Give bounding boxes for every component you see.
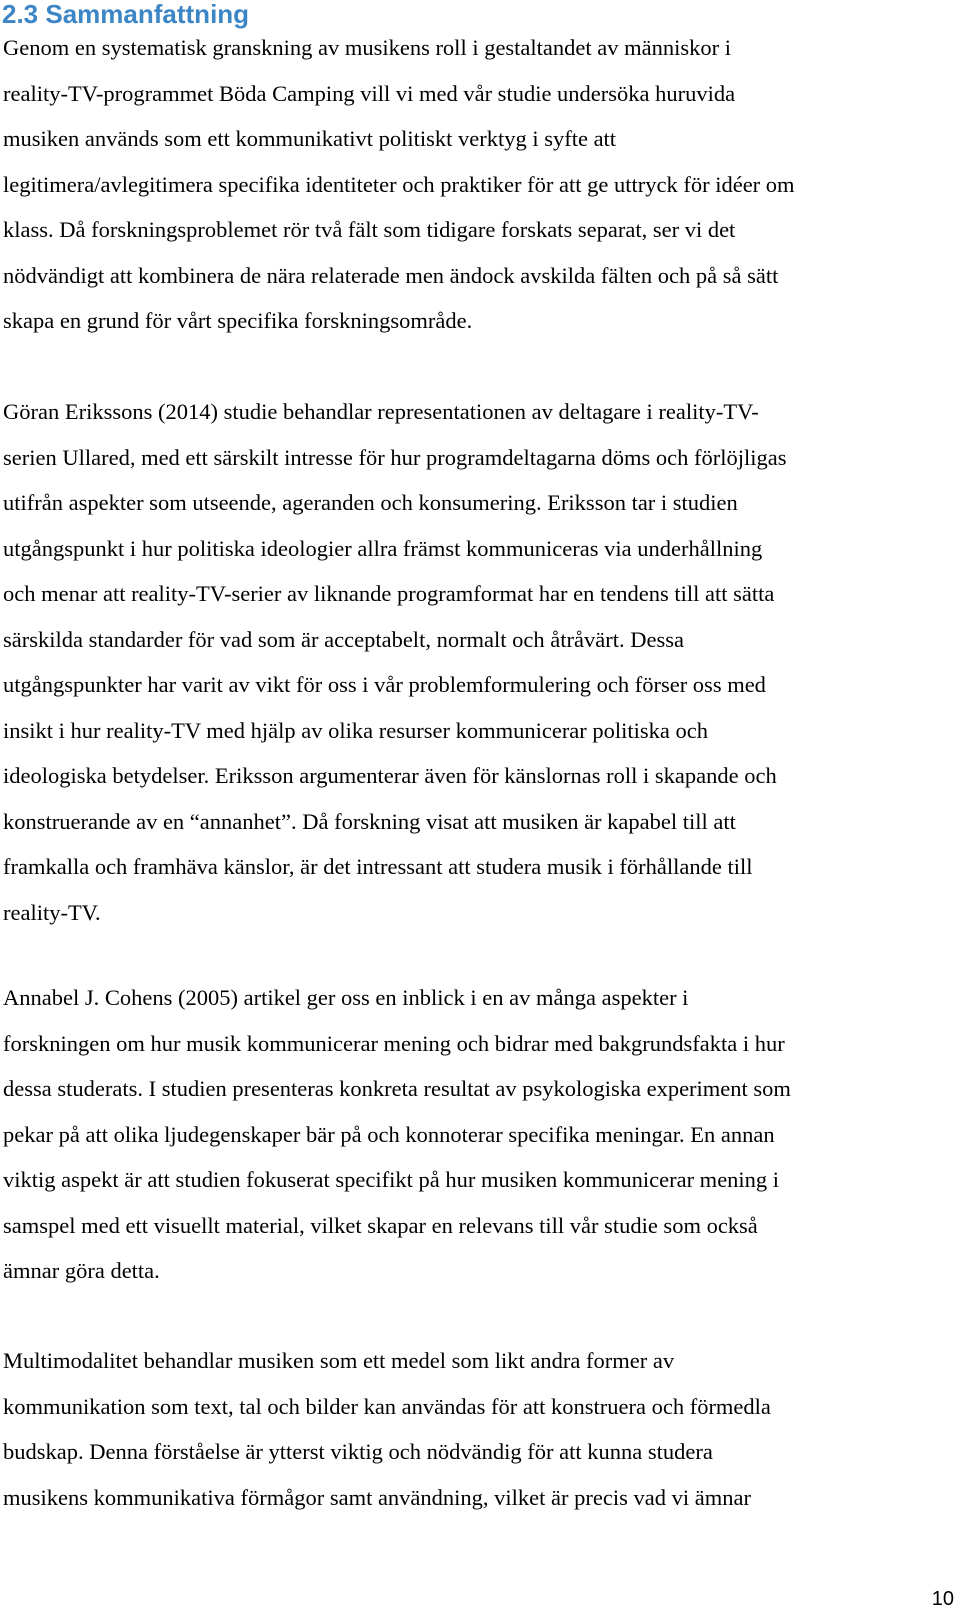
text-line: forskningen om hur musik kommunicerar mening och bidrar med bakgrundsfakta i hur	[3, 1030, 785, 1056]
text-line: legitimera/avlegitimera specifika identiteter och praktiker för att ge uttryck för idéer om	[3, 171, 795, 197]
text-line: och menar att reality-TV-serier av liknande programformat har en tendens till att sätta	[3, 581, 775, 606]
page-number: 10	[931, 1588, 954, 1610]
text-line: utifrån aspekter som utseende, ageranden och konsumering. Eriksson tar i studien	[3, 490, 738, 515]
paragraph-cohen	[3, 975, 953, 1294]
paragraph-summary-intro	[3, 25, 953, 344]
text-line: dessa studerats. I studien presenteras konkreta resultat av psykologiska experiment som	[3, 1076, 791, 1101]
text-line: Multimodalitet behandlar musiken som ett medel som likt andra former av	[3, 1348, 675, 1373]
text-line: framkalla och framhäva känslor, är det intressant att studera musik i förhållande till	[3, 854, 753, 879]
text-line: insikt i hur reality-TV med hjälp av olika resurser kommunicerar politiska och	[3, 717, 709, 743]
text-line: ämnar göra detta.	[3, 1258, 160, 1283]
text-line: klass. Då forskningsproblemet rör två fält som tidigare forskats separat, ser vi det	[3, 217, 736, 242]
paragraph-multimodality	[3, 1338, 953, 1520]
text-line: konstruerande av en “annanhet”. Då forskning visat att musiken är kapabel till att	[3, 808, 736, 834]
text-line: budskap. Denna förståelse är ytterst viktig och nödvändig för att kunna studera	[3, 1439, 713, 1464]
text-line: utgångspunkt i hur politiska ideologier allra främst kommuniceras via underhållning	[3, 535, 763, 561]
text-line: serien Ullared, med ett särskilt intresse för hur programdeltagarna döms och förlöjligas	[3, 444, 787, 470]
text-line: reality-TV-programmet Böda Camping vill vi med vår studie undersöka huruvida	[3, 80, 736, 106]
text-line: ideologiska betydelser. Eriksson argumenterar även för känslornas roll i skapande och	[3, 763, 777, 788]
text-line: särskilda standarder för vad som är acceptabelt, normalt och åtråvärt. Dessa	[3, 626, 684, 652]
text-line: Göran Erikssons (2014) studie behandlar representationen av deltagare i reality-TV-	[3, 399, 759, 424]
text-line: pekar på att olika ljudegenskaper bär på och konnoterar specifika meningar. En annan	[3, 1121, 775, 1147]
section-heading: 2.3 Sammanfattning	[2, 0, 250, 29]
text-line: utgångspunkter har varit av vikt för oss i vår problemformulering och förser oss med	[3, 672, 766, 697]
text-line: reality-TV.	[3, 899, 101, 925]
text-line: samspel med ett visuellt material, vilket skapar en relevans till vår studie som också	[3, 1212, 758, 1238]
text-line: viktig aspekt är att studien fokuserat specifikt på hur musiken kommunicerar mening i	[3, 1167, 780, 1192]
text-line: musikens kommunikativa förmågor samt användning, vilket är precis vad vi ämnar	[3, 1484, 751, 1510]
text-line: skapa en grund för vårt specifika forskningsområde.	[3, 308, 473, 333]
text-line: musiken används som ett kommunikativt politiskt verktyg i syfte att	[3, 126, 617, 151]
text-line: Annabel J. Cohens (2005) artikel ger oss en inblick i en av många aspekter i	[3, 985, 689, 1010]
paragraph-eriksson	[3, 389, 953, 935]
text-line: Genom en systematisk granskning av musikens roll i gestaltandet av människor i	[3, 35, 731, 60]
text-line: nödvändigt att kombinera de nära relaterade men ändock avskilda fälten och på så sätt	[3, 262, 779, 288]
text-line: kommunikation som text, tal och bilder kan användas för att konstruera och förmedla	[3, 1393, 771, 1419]
